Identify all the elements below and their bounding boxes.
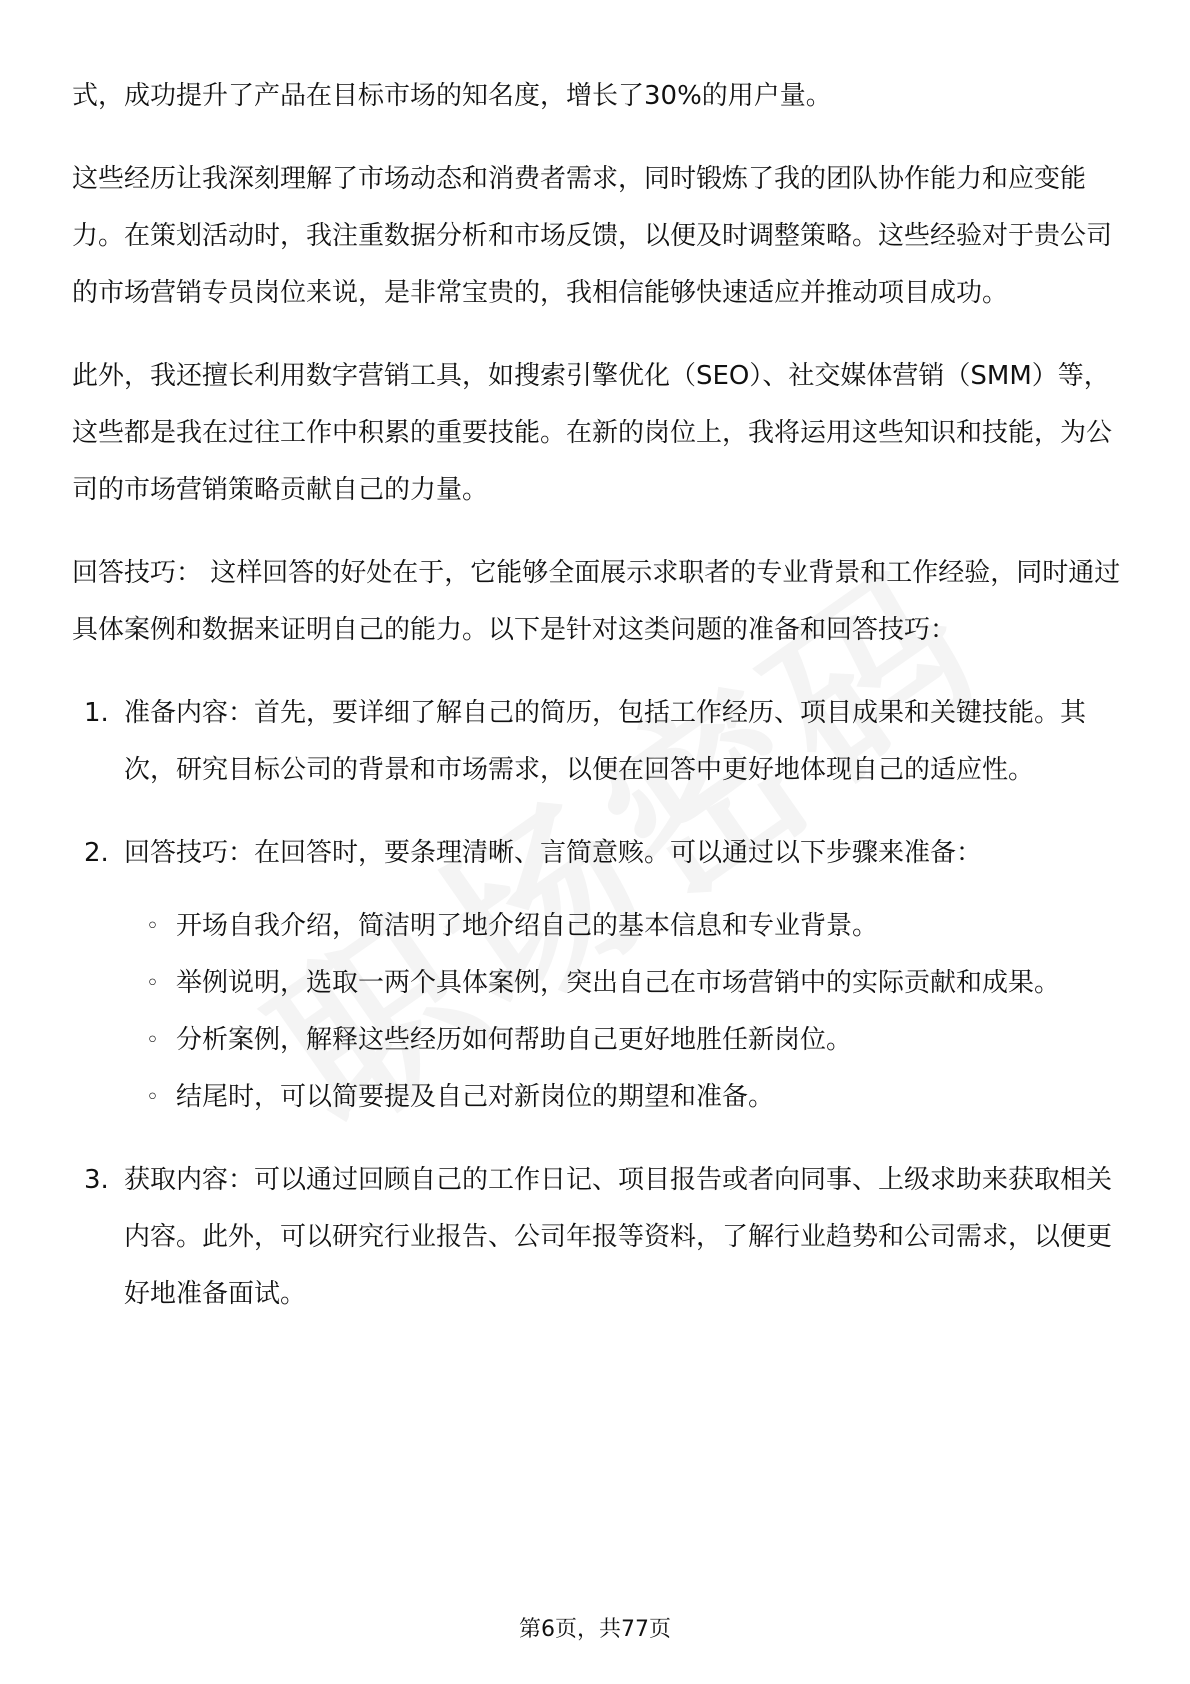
hollow-bullet-icon: ◦ — [146, 971, 159, 996]
list-item — [72, 685, 1122, 799]
paragraph: 这些经历让我深刻理解了市场动态和消费者需求，同时锻炼了我的团队协作能力和应变能力。在策划活动时，我注重数据分析和市场反馈，以便及时调整策略。这些经验对于贵公司的市场营销专员岗位来说，是非常宝贵的，我相信能够快速适应并推动项目成功。 — [72, 164, 1113, 308]
sub-list-item — [146, 898, 1122, 955]
sub-list-item-text: 举例说明，选取一两个具体案例，突出自己在市场营销中的实际贡献和成果。 — [176, 968, 1061, 998]
list-item-text: 获取内容：可以通过回顾自己的工作日记、项目报告或者向同事、上级求助来获取相关内容。此外，可以研究行业报告、公司年报等资料，了解行业趋势和公司需求，以便更好地准备面试。 — [124, 1165, 1113, 1309]
list-item — [72, 825, 1122, 1126]
sub-list-item — [146, 1012, 1122, 1069]
sub-list-item-text: 分析案例，解释这些经历如何帮助自己更好地胜任新岗位。 — [176, 1025, 853, 1055]
sub-list — [124, 898, 1122, 1126]
hollow-bullet-icon: ◦ — [146, 1028, 159, 1053]
list-item — [72, 1152, 1122, 1323]
hollow-bullet-icon: ◦ — [146, 914, 159, 939]
list-number: 3. — [84, 1165, 109, 1195]
list-number: 2. — [84, 838, 109, 868]
list-item-text: 准备内容：首先，要详细了解自己的简历，包括工作经历、项目成果和关键技能。其次，研究目标公司的背景和市场需求，以便在回答中更好地体现自己的适应性。 — [124, 698, 1087, 785]
sub-list-item-text: 结尾时，可以简要提及自己对新岗位的期望和准备。 — [176, 1082, 775, 1112]
hollow-bullet-icon: ◦ — [146, 1085, 159, 1110]
paragraph: 此外，我还擅长利用数字营销工具，如搜索引擎优化（SEO）、社交媒体营销（SMM）等，这些都是我在过往工作中积累的重要技能。在新的岗位上，我将运用这些知识和技能，为公司的市场营销策略贡献自己的力量。 — [72, 361, 1113, 505]
paragraph: 回答技巧： 这样回答的好处在于，它能够全面展示求职者的专业背景和工作经验，同时通过具体案例和数据来证明自己的能力。以下是针对这类问题的准备和回答技巧： — [72, 558, 1121, 645]
sub-list-item-text: 开场自我介绍，简洁明了地介绍自己的基本信息和专业背景。 — [176, 911, 879, 941]
list-item-text: 回答技巧：在回答时，要条理清晰、言简意赅。可以通过以下步骤来准备： — [124, 838, 983, 868]
page-content — [72, 68, 1122, 1349]
page-footer: 第6页，共77页 — [519, 1617, 671, 1642]
ordered-list — [72, 685, 1122, 1323]
sub-list-item — [146, 955, 1122, 1012]
list-number: 1. — [84, 698, 109, 728]
paragraph: 式，成功提升了产品在目标市场的知名度，增长了30%的用户量。 — [72, 81, 832, 111]
sub-list-item — [146, 1069, 1122, 1126]
